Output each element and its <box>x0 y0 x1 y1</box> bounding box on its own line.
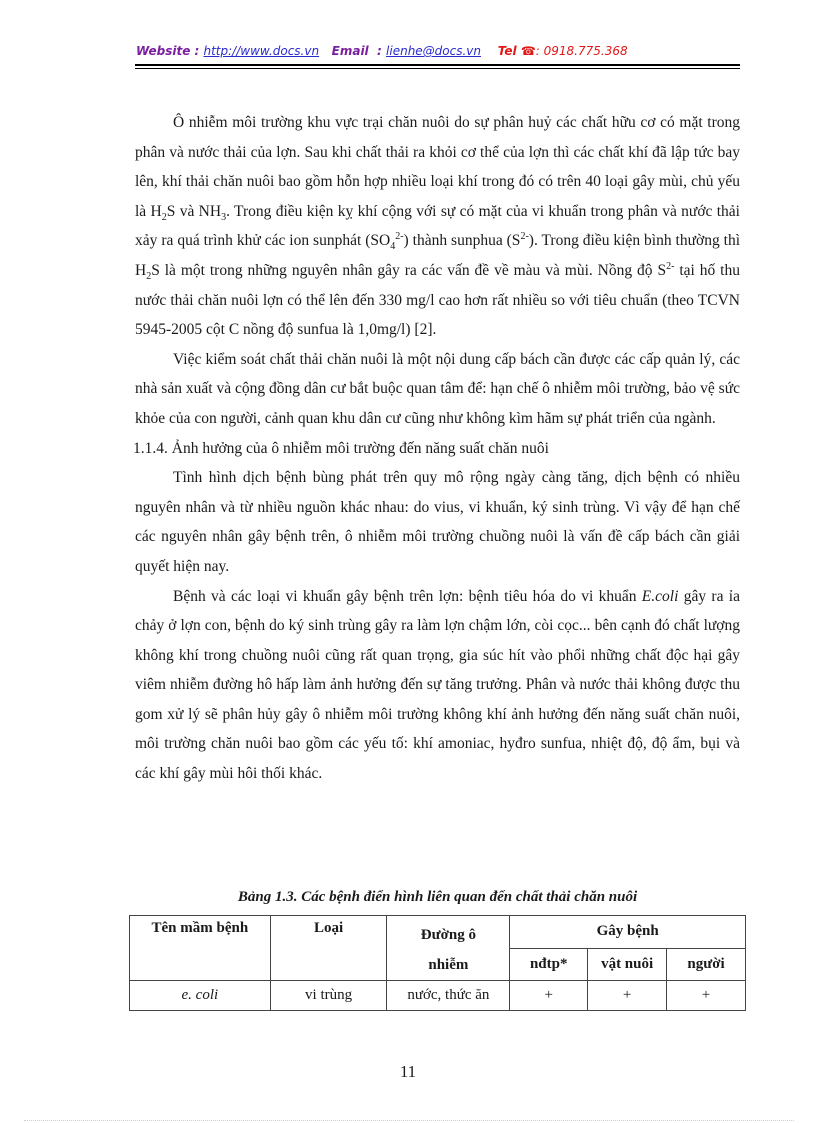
website-label: Website : <box>136 44 200 58</box>
page-number: 11 <box>399 1062 417 1081</box>
header-type: Loại <box>270 916 387 981</box>
paragraph-pollution-gases: Ô nhiễm môi trường khu vực trại chăn nuôi do sự phân huỷ các chất hữu cơ có mặt trong phân và nước thải của lợn. Sau khi chất thải ra khỏi cơ thể của lợn thì các chất khí đã lập tức bay lên, khí thải chăn nuôi bao gồm hỗn hợp nhiều loại khí trong đó có trên 40 loại gây mùi, chủ yếu là $H_2S$ và $NH_3$. Trong điều kiện kỵ khí cộng với sự có mặt của vi khuẩn trong phân và nước thải xảy ra quá trình khử các ion sunphát $(SO_4^{2-})$ thành sunphua $(S^{2-})$. Trong điều kiện bình thường thì $H_2S$ là một trong những nguyên nhân gây ra các vấn đề về màu và mùi. Nồng độ $S^{2-}$ tại hố thu nước thải chăn nuôi lợn có thể lên đến 330 mg/l cao hơn rất nhiều so với tiêu chuẩn (theo TCVN 5945-2005 cột C nồng độ sunfua là 1,0mg/l) [2]. <box>135 114 740 339</box>
cell-ndtp: + <box>510 981 588 1011</box>
header-human: người <box>667 948 746 981</box>
email-link[interactable]: lienhe@docs.vn <box>386 44 482 58</box>
section-heading: 1.1.4. Ảnh hưởng của ô nhiễm môi trường đến năng suất chăn nuôi <box>133 439 549 457</box>
header-rule-thin <box>135 68 740 69</box>
phone-icon: ☎ <box>520 44 536 58</box>
paragraph-pig-diseases: Bệnh và các loại vi khuẩn gây bệnh trên lợn: bệnh tiêu hóa do vi khuẩn E.coli gây ra ỉa chảy ở lợn con, bệnh do ký sinh trùng gây ra làm lợn chậm lớn, còi cọc... bên cạnh đó chất lượng không khí trong chuồng nuôi cũng rất quan trọng, gia súc hít vào phổi những chất độc hại gây viêm nhiễm đường hô hấp làm ảnh hưởng đến sự tăng trưởng. Phân và nước thải không được thu gom xử lý sẽ phân hủy gây ô nhiễm môi trường không khí ảnh hưởng đến năng suất chăn nuôi, môi trường chăn nuôi bao gồm các yếu tố: khí amoniac, hyđro sunfua, nhiệt độ, độ ẩm, bụi và các khí gây mùi hôi thối khác. <box>135 587 740 783</box>
cell-human: + <box>667 981 746 1011</box>
tel-label: Tel <box>497 44 517 58</box>
header-livestock: vật nuôi <box>588 948 667 981</box>
header-pathogen: Tên mầm bệnh <box>130 916 271 981</box>
paragraph-disease-situation: Tình hình dịch bệnh bùng phát trên quy mô rộng ngày càng tăng, dịch bệnh có nhiều nguyên nhân và từ nhiều nguồn khác nhau: do vius, vi khuẩn, ký sinh trùng. Vì vậy để hạn chế các nguyên nhân gây bệnh trên, ô nhiễm môi trường chuồng nuôi là vấn đề cấp bách cần giải quyết hiện nay. <box>135 469 740 575</box>
ecoli-term: E.coli <box>641 587 679 605</box>
table-row <box>130 981 746 1011</box>
header-route: Đường ô nhiễm <box>387 916 510 981</box>
cell-livestock: + <box>588 981 667 1011</box>
header-disease: Gây bệnh <box>510 916 746 949</box>
page-header <box>136 44 740 58</box>
cell-pathogen: e. coli <box>130 981 271 1011</box>
paragraph-waste-control: Việc kiểm soát chất thải chăn nuôi là một nội dung cấp bách cần được các cấp quản lý, các nhà sản xuất và cộng đồng dân cư bắt buộc quan tâm để: hạn chế ô nhiễm môi trường, bảo vệ sức khỏe của con người, cảnh quan khu dân cư cũng như không kìm hãm sự phát triển của ngành. <box>135 350 740 427</box>
header-rule-thick <box>135 64 740 66</box>
email-label: Email <box>331 44 369 58</box>
cell-type: vi trùng <box>270 981 387 1011</box>
cell-route: nước, thức ăn <box>387 981 510 1011</box>
page-body <box>135 108 740 789</box>
website-link[interactable]: http://www.docs.vn <box>203 44 320 58</box>
page-bottom-border <box>24 1120 794 1121</box>
disease-table <box>129 915 746 1011</box>
email-separator: : <box>377 44 382 58</box>
table-caption: Bảng 1.3. Các bệnh điển hình liên quan đến chất thải chăn nuôi <box>237 889 638 905</box>
header-ndtp: nđtp* <box>510 948 588 981</box>
tel-number: : 0918.775.368 <box>535 44 628 58</box>
